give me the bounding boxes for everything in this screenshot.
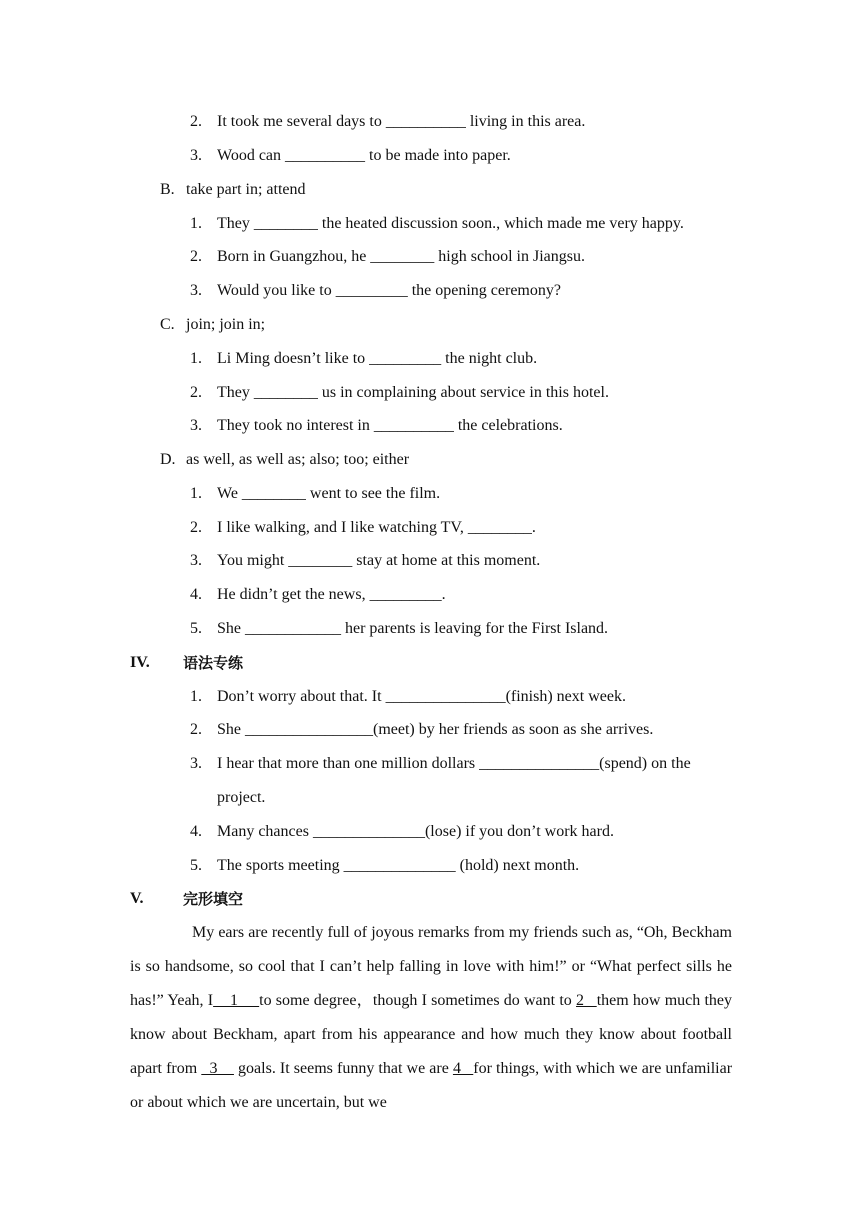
- section-title: 语法专练: [183, 654, 244, 672]
- subsection-label: D.: [160, 451, 176, 468]
- item-text: I hear that more than one million dollars _______________(spend) on the: [217, 755, 691, 772]
- passage-text: goals. It seems funny that we are: [233, 1060, 453, 1077]
- list-item: [190, 112, 586, 132]
- item-number: 1.: [190, 688, 202, 705]
- cloze-passage: [130, 916, 732, 1120]
- item-text: The sports meeting ______________ (hold) next month.: [217, 857, 580, 874]
- list-item: [190, 619, 609, 639]
- item-number: 4.: [190, 586, 202, 603]
- item-number: 1.: [190, 350, 202, 367]
- list-item: [190, 551, 541, 571]
- item-number: 2.: [190, 519, 202, 536]
- list-item: [190, 383, 609, 403]
- item-text: It took me several days to __________ living in this area.: [217, 113, 586, 130]
- subsection-heading: [160, 450, 410, 470]
- item-number: 3.: [190, 147, 202, 164]
- item-number: 2.: [190, 113, 202, 130]
- subsection-heading: [160, 315, 266, 335]
- subsection-label: C.: [160, 316, 175, 333]
- list-item: [190, 214, 684, 234]
- item-number: 5.: [190, 620, 202, 637]
- item-text: They took no interest in __________ the celebrations.: [217, 417, 563, 434]
- item-text: Many chances ______________(lose) if you don’t work hard.: [217, 823, 614, 840]
- item-text-continuation: project.: [217, 789, 266, 806]
- item-text: Born in Guangzhou, he ________ high school in Jiangsu.: [217, 248, 585, 265]
- passage-text: for things, with which we are unfamiliar or about which we are uncertain, but we: [130, 1060, 733, 1111]
- item-number: 2.: [190, 721, 202, 738]
- list-item: [190, 146, 511, 166]
- item-number: 1.: [190, 215, 202, 232]
- list-item: [190, 349, 538, 369]
- subsection-title: join; join in;: [186, 316, 266, 333]
- list-item: [190, 518, 536, 538]
- blank-4: 4: [452, 1060, 474, 1077]
- item-text: She ____________ her parents is leaving for the First Island.: [217, 620, 609, 637]
- passage-text: to some degree，though I sometimes do want to: [259, 992, 577, 1009]
- item-number: 3.: [190, 755, 202, 772]
- list-item: [190, 585, 446, 605]
- passage-text: them how much they know about Beckham, apart from his appearance and how much they know about football apart from: [130, 992, 733, 1077]
- list-item: [190, 416, 563, 436]
- item-number: 3.: [190, 282, 202, 299]
- item-text: Li Ming doesn’t like to _________ the night club.: [217, 350, 538, 367]
- item-text: They ________ the heated discussion soon., which made me very happy.: [217, 215, 684, 232]
- item-number: 3.: [190, 417, 202, 434]
- item-text: Wood can __________ to be made into paper.: [217, 147, 511, 164]
- item-text: Don’t worry about that. It _______________(finish) next week.: [217, 688, 626, 705]
- item-number: 1.: [190, 485, 202, 502]
- list-item: [190, 247, 585, 267]
- section-label: IV.: [130, 654, 150, 671]
- list-item: [190, 484, 441, 504]
- passage-text: My ears are recently full of joyous remarks from my friends such as, “Oh, Beckham is so handsome, so cool that I can’t help falling in love with him!” or “What perfect sills he has!” Yeah, I: [130, 924, 732, 1009]
- list-item: [190, 754, 691, 774]
- item-number: 2.: [190, 248, 202, 265]
- subsection-title: as well, as well as; also; too; either: [186, 451, 410, 468]
- list-item: [190, 822, 614, 842]
- item-text: You might ________ stay at home at this moment.: [217, 552, 541, 569]
- list-item: [190, 687, 626, 707]
- subsection-heading: [160, 180, 306, 200]
- blank-3: 3: [201, 1060, 234, 1077]
- item-text: They ________ us in complaining about service in this hotel.: [217, 384, 609, 401]
- section-title: 完形填空: [183, 890, 244, 908]
- blank-1: 1: [213, 992, 260, 1009]
- item-text: Would you like to _________ the opening ceremony?: [217, 282, 561, 299]
- item-number: 2.: [190, 384, 202, 401]
- item-text: We ________ went to see the film.: [217, 485, 441, 502]
- subsection-label: B.: [160, 181, 175, 198]
- item-text: He didn’t get the news, _________.: [217, 586, 446, 603]
- list-item: [190, 856, 580, 876]
- list-item: [190, 281, 561, 301]
- blank-2: 2: [576, 992, 597, 1009]
- list-item: [190, 720, 654, 740]
- subsection-title: take part in; attend: [186, 181, 306, 198]
- item-number: 3.: [190, 552, 202, 569]
- item-text: She ________________(meet) by her friends as soon as she arrives.: [217, 721, 654, 738]
- section-label: V.: [130, 890, 144, 907]
- item-text: I like walking, and I like watching TV, ________.: [217, 519, 536, 536]
- item-number: 4.: [190, 823, 202, 840]
- item-number: 5.: [190, 857, 202, 874]
